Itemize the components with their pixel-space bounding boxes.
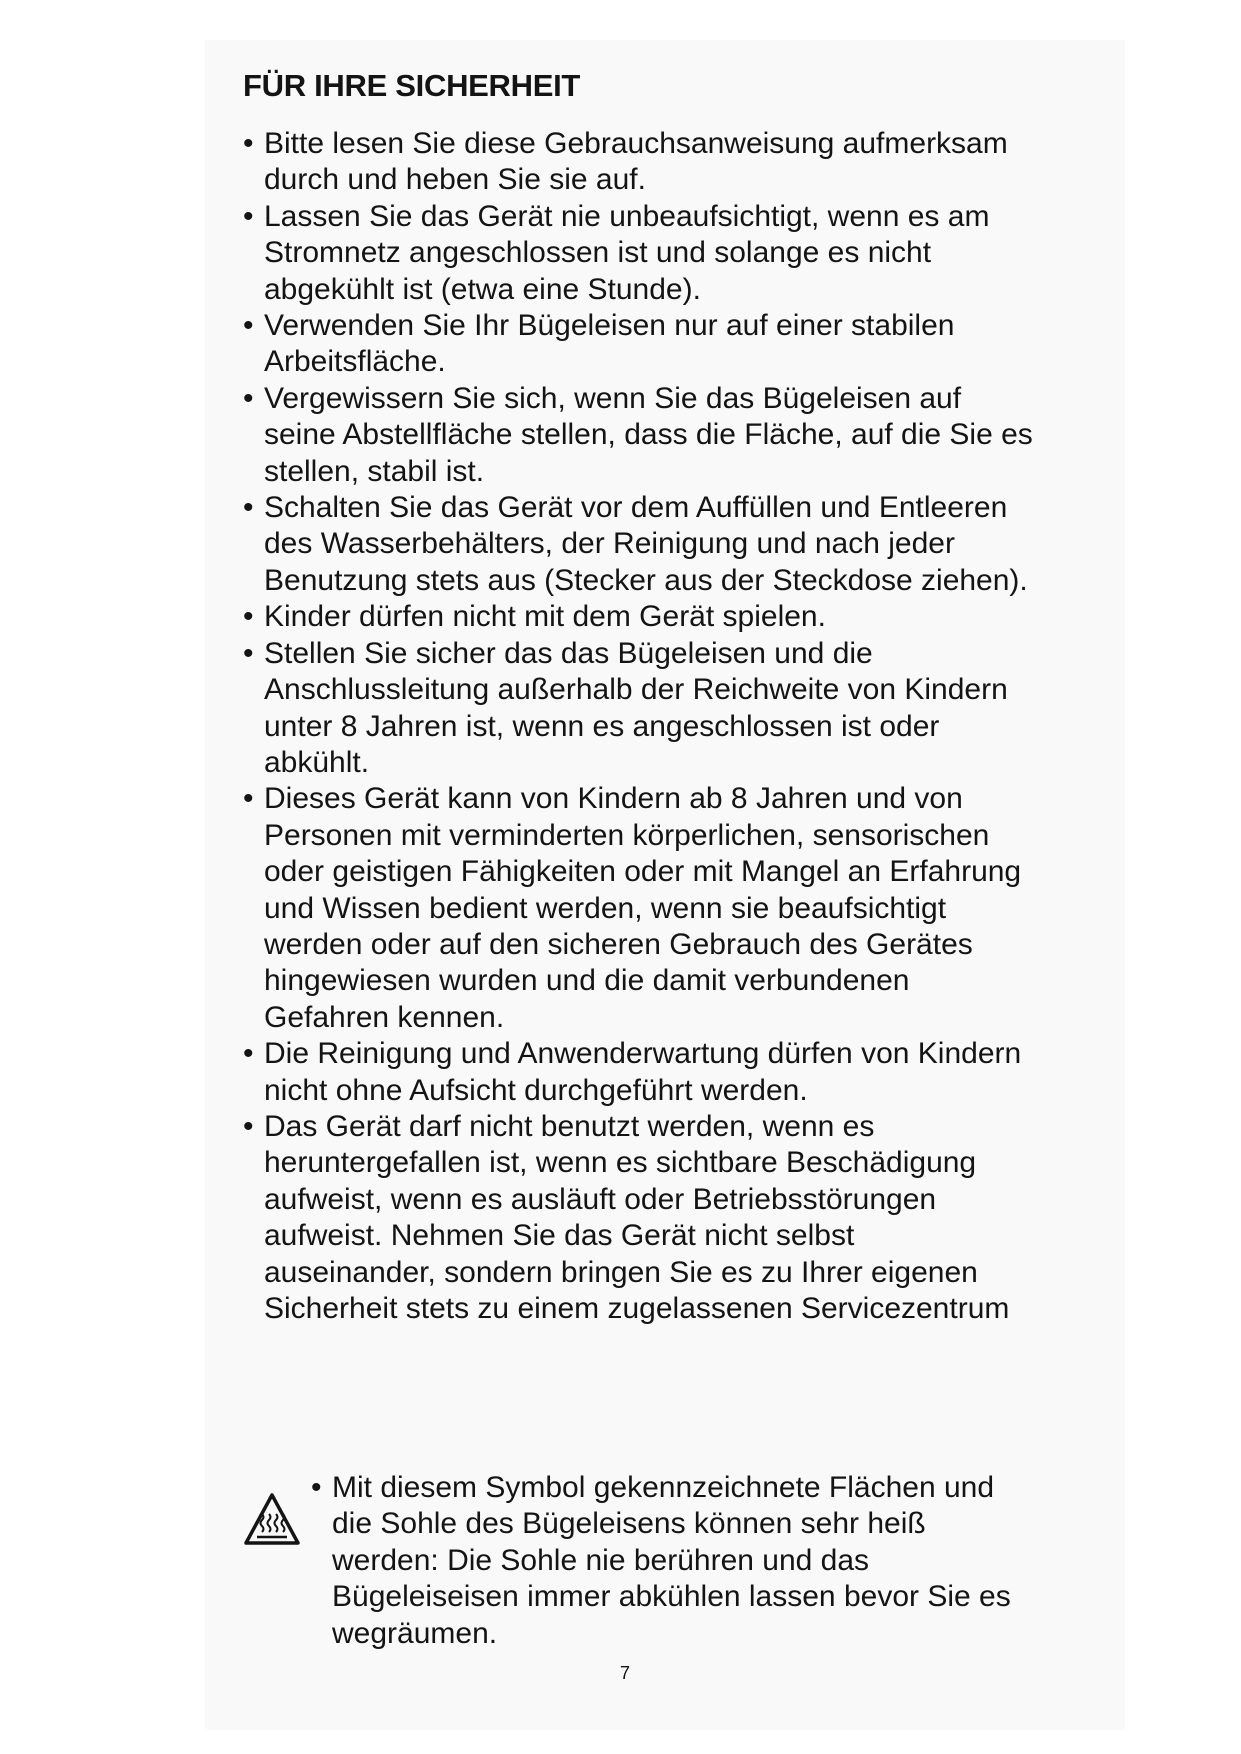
bullet-dot: • (243, 1037, 254, 1071)
bullet-text: Das Gerät darf nicht benutzt werden, wenn es heruntergefallen ist, wenn es sichtbare Beschädigung aufweist, wenn es ausläuft oder Betriebsstörungen aufweist. Nehmen Sie das Gerät nicht selbst auseinander, sondern bringen Sie es zu Ihrer eigenen Sicherheit stets zu einem zugelassenen Servicezentrum (264, 1109, 1010, 1325)
bullet-text: Schalten Sie das Gerät vor dem Auffüllen und Entleeren des Wasserbehälters, der Reinigung und nach jeder Benutzung stets aus (Stecker aus der Steckdose ziehen). (264, 491, 1028, 597)
hot-surface-warning (243, 1470, 1033, 1652)
warning-text: Mit diesem Symbol gekennzeichnete Flächen und die Sohle des Bügeleisens können sehr heiß werden: Die Sohle nie berühren und das Bügeleiseisen immer abkühlen lassen bevor Sie es wegräumen. (332, 1471, 1011, 1650)
bullet-dot: • (243, 600, 254, 634)
bullet-text: Lassen Sie das Gerät nie unbeaufsichtigt, wenn es am Stromnetz angeschlossen ist und solange es nicht abgekühlt ist (etwa eine Stunde). (264, 199, 990, 306)
bullet-item (243, 1036, 1033, 1109)
bullet-item (243, 308, 1033, 381)
safety-list (243, 126, 1033, 1327)
bullet-dot: • (243, 636, 254, 670)
bullet-text: Verwenden Sie Ihr Bügeleisen nur auf einer stabilen Arbeitsfläche. (264, 309, 955, 379)
bullet-text: Bitte lesen Sie diese Gebrauchsanweisung aufmerksam durch und heben Sie sie auf. (264, 127, 1008, 197)
page-number: 7 (620, 1663, 631, 1683)
bullet-dot: • (243, 491, 254, 525)
bullet-dot: • (243, 127, 254, 160)
bullet-text: Stellen Sie sicher das das Bügeleisen und die Anschlussleitung außerhalb der Reichweite von Kindern unter 8 Jahren ist, wenn es angeschlossen ist oder abkühlt. (264, 636, 1008, 779)
bullet-item (243, 1109, 1033, 1327)
bullet-item (243, 199, 1033, 308)
bullet-text: Die Reinigung und Anwenderwartung dürfen von Kindern nicht ohne Aufsicht durchgeführt werden. (264, 1037, 1022, 1107)
bullet-item (243, 490, 1033, 599)
bullet-item (243, 599, 1033, 635)
warning-item (311, 1470, 1033, 1652)
bullet-item (243, 636, 1033, 782)
bullet-dot: • (311, 1471, 322, 1504)
bullet-dot: • (243, 782, 254, 816)
bullet-dot: • (243, 1109, 254, 1143)
bullet-text: Dieses Gerät kann von Kindern ab 8 Jahren und von Personen mit verminderten körperlichen, sensorischen oder geistigen Fähigkeiten oder mit Mangel an Erfahrung und Wissen bedient werden, wenn sie beaufsichtigt werden oder auf den sicheren Gebrauch des Gerätes hingewiesen wurden und die damit verbundenen Gefahren kennen. (264, 782, 1022, 1034)
bullet-text: Vergewissern Sie sich, wenn Sie das Bügeleisen auf seine Abstellfläche stellen, dass die Fläche, auf die Sie es stellen, stabil ist. (264, 381, 1033, 488)
hot-surface-warning-icon (243, 1492, 301, 1546)
bullet-dot: • (243, 309, 254, 343)
bullet-dot: • (243, 199, 254, 233)
bullet-item (243, 126, 1033, 199)
bullet-item (243, 381, 1033, 490)
bullet-dot: • (243, 381, 254, 415)
bullet-text: Kinder dürfen nicht mit dem Gerät spielen. (264, 600, 826, 634)
page-title: FÜR IHRE SICHERHEIT (243, 68, 581, 103)
bullet-item (243, 781, 1033, 1036)
